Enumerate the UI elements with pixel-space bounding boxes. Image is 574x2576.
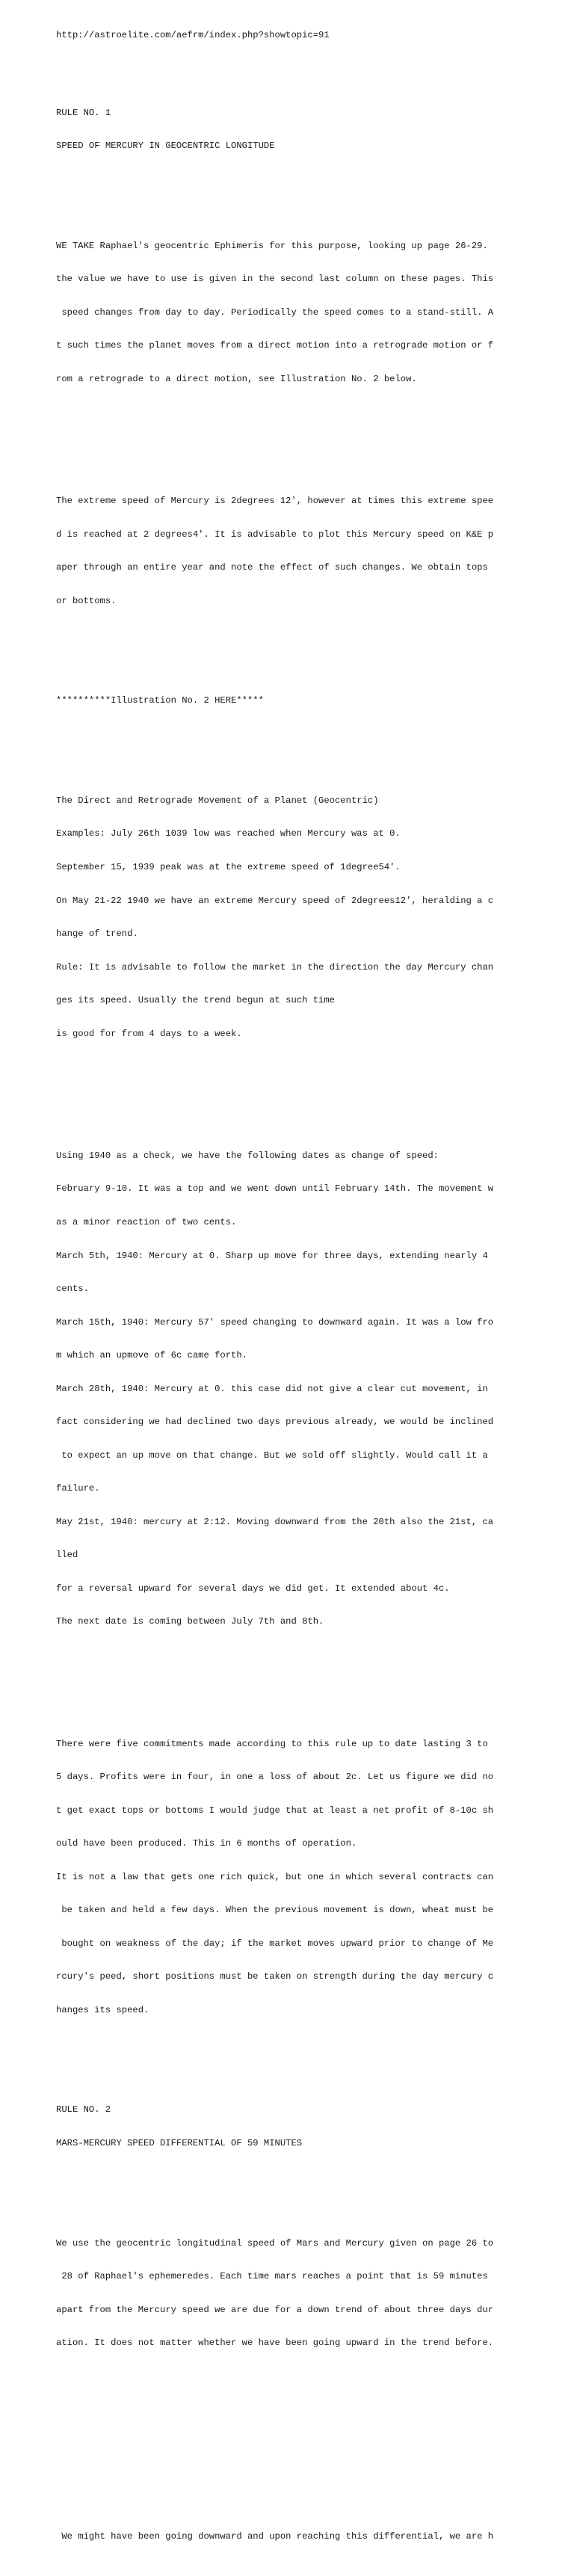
document-page <box>56 7 564 2576</box>
illustration-placeholder: **********Illustration No. 2 HERE***** <box>56 695 264 706</box>
rule1-paragraph-1: WE TAKE Raphael's geocentric Ephimeris for this purpose, looking up page 26-29. the value we have to use is given in the second last column on these pages. This speed changes from day to day. Periodically the speed comes to a stand-still. A t such times the planet moves from a direct motion into a retrograde motion or f rom a retrograde to a direct motion, see Illustration No. 2 below. <box>56 240 494 384</box>
rule2-heading: RULE NO. 2 <box>56 2104 111 2116</box>
rule1-paragraph-4: Using 1940 as a check, we have the following dates as change of speed: February 9-10. It was a top and we went down until February 14th. The movement w as a minor reaction of two cents. March 5th, 1940: Mercury at 0. Sharp up move for three days, extending nearly 4 cents. March 15th, 1940: Mercury 57' speed changing to downward again. It was a low fro m which an upmove of 6c came forth. March 28th, 1940: Mercury at 0. this case did not give a clear cut movement, in fact considering we had declined two days previous already, we would be inclined to expect an up move on that change. But we sold off slightly. Would call it a failure. May 21st, 1940: mercury at 2:12. Moving downward from the 20th also the 21st, ca lled for a reversal upward for several days we did get. It extended about 4c. The next date is coming between July 7th and 8th. <box>56 1150 494 1627</box>
rule1-paragraph-5: There were five commitments made according to this rule up to date lasting 3 to 5 days. Profits were in four, in one a loss of about 2c. Let us figure we did no t get exact tops or bottoms I would judge that at least a net profit of 8-10c sh ould have been produced. This in 6 months of operation. It is not a law that gets one rich quick, but one in which several contracts can be taken and held a few days. When the previous movement is down, wheat must be bought on weakness of the day; if the market moves upward prior to change of Me rcury's peed, short positions must be taken on strength during the day mercury c hanges its speed. <box>56 1738 494 2015</box>
rule2-paragraph-1: We use the geocentric longitudinal speed of Mars and Mercury given on page 26 to 28 of Raphael's ephemeredes. Each time mars reaches a point that is 59 minutes apart from the Mercury speed we are due for a down trend of about three days dur ation. It does not matter whether we have been going upward in the trend before. <box>56 2237 494 2349</box>
source-url[interactable]: http://astroelite.com/aefrm/index.php?showtopic=91 <box>56 29 330 40</box>
rule2-paragraph-2: We might have been going downward and upon reaching this differential, we are h <box>56 2531 494 2542</box>
rule1-heading: RULE NO. 1 <box>56 107 111 118</box>
rule2-subheading: MARS-MERCURY SPEED DIFFERENTIAL OF 59 MINUTES <box>56 2138 303 2148</box>
rule1-subheading: SPEED OF MERCURY IN GEOCENTRIC LONGITUDE <box>56 141 275 152</box>
rule1-paragraph-3: The Direct and Retrograde Movement of a Planet (Geocentric) Examples: July 26th 1039 low was reached when Mercury was at 0. September 15, 1939 peak was at the extreme speed of 1degree54'. On May 21-22 1940 we have an extreme Mercury speed of 2degrees12', heralding a c hange of trend. Rule: It is advisable to follow the market in the direction the day Mercury chan ges its speed. Usually the trend begun at such time is good for from 4 days to a week. <box>56 795 494 1039</box>
rule1-paragraph-2: The extreme speed of Mercury is 2degrees 12', however at times this extreme spee d is reached at 2 degrees4'. It is advisable to plot this Mercury speed on K&E p aper through an entire year and note the effect of such changes. We obtain tops or bottoms. <box>56 496 494 606</box>
